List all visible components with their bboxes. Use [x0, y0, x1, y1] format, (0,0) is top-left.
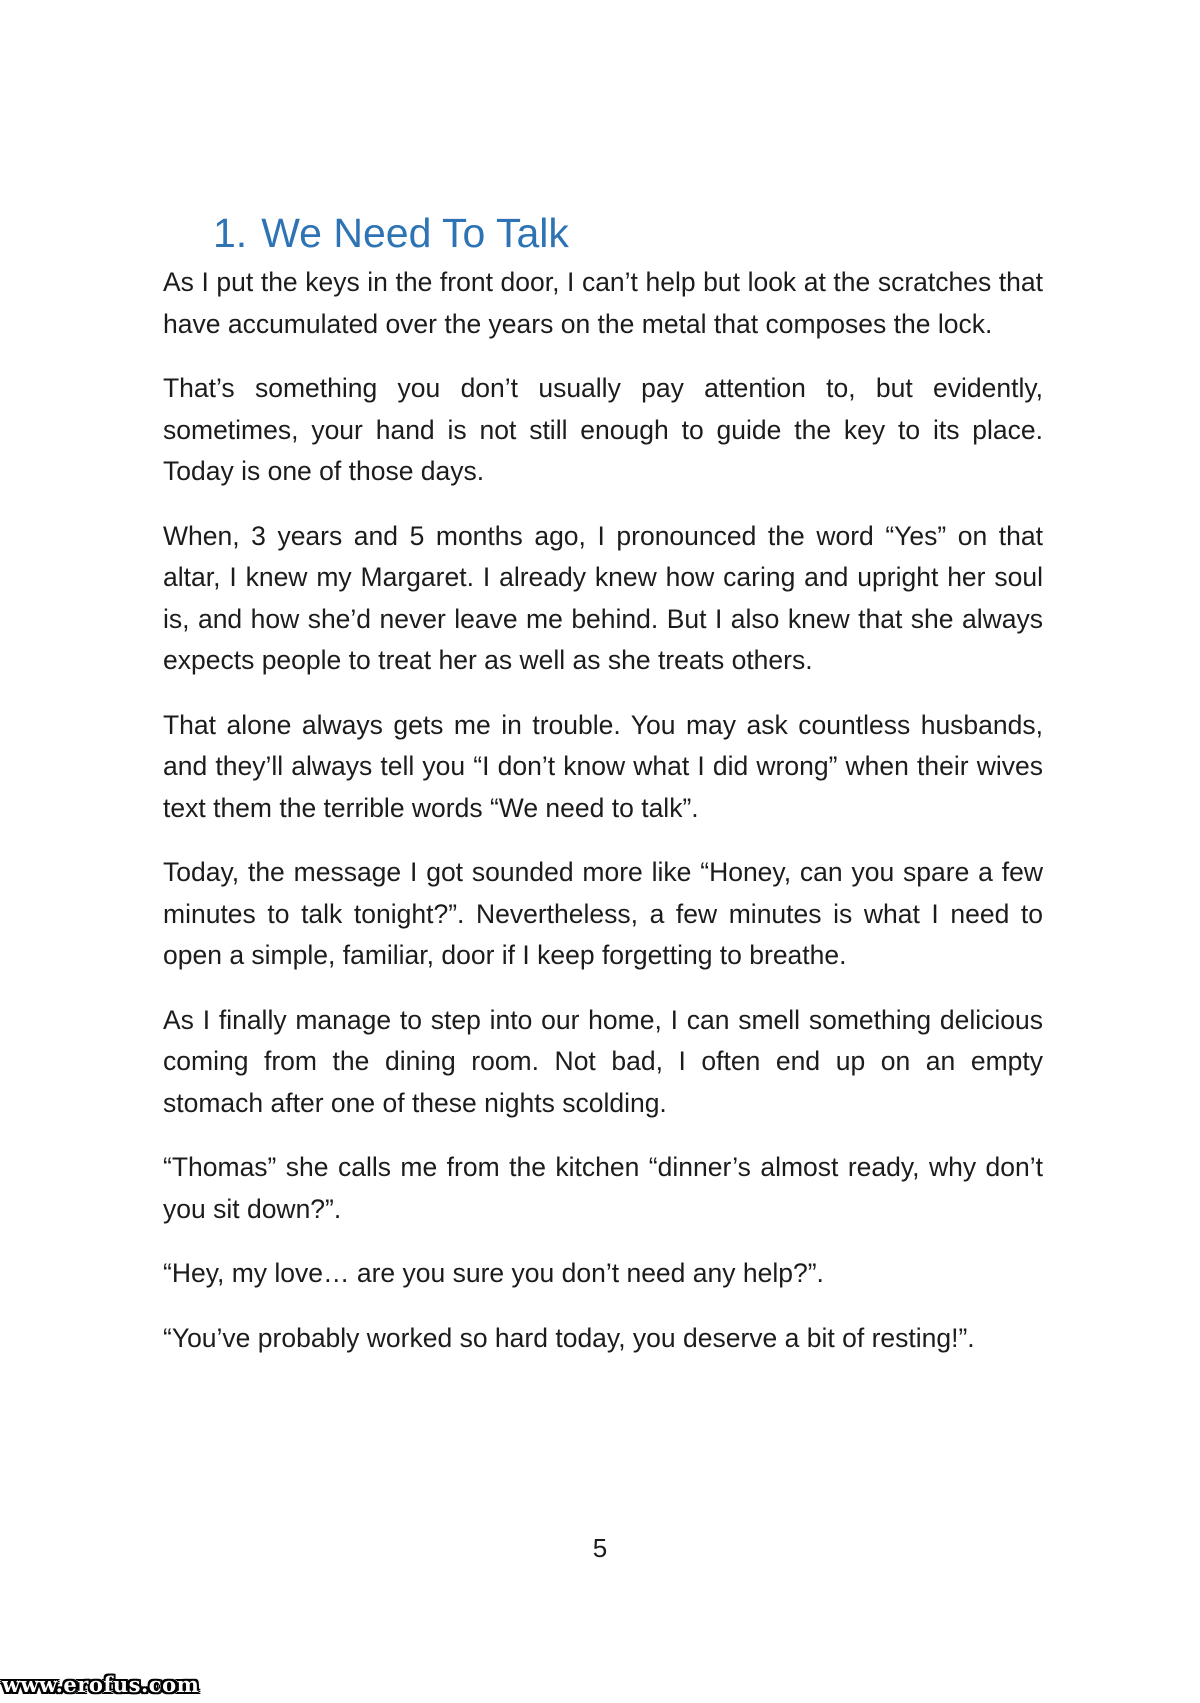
- paragraph: As I put the keys in the front door, I can’t help but look at the scratches that have accumulated over the years on the metal that composes the lock.: [163, 267, 1043, 339]
- page-number: 5: [592, 1533, 608, 1563]
- paragraph: “Thomas” she calls me from the kitchen “dinner’s almost ready, why don’t you sit down?”.: [163, 1152, 1043, 1224]
- body-text: [163, 262, 1043, 1382]
- chapter-number: 1.: [213, 210, 248, 256]
- paragraph: That alone always gets me in trouble. You may ask countless husbands, and they’ll always tell you “I don’t know what I did wrong” when their wives text them the terrible words “We need to talk”.: [163, 709, 1043, 823]
- chapter-title-text: We Need To Talk: [261, 210, 569, 256]
- paragraph: When, 3 years and 5 months ago, I pronounced the word “Yes” on that altar, I knew my Margaret. I already knew how caring and upright her soul is, and how she’d never leave me behind. But I also knew that she always expects people to treat her as well as she treats others.: [163, 520, 1043, 675]
- paragraph: Today, the message I got sounded more like “Honey, can you spare a few minutes to talk tonight?”. Nevertheless, a few minutes is what I need to open a simple, familiar, door if I keep forgetting to breathe.: [163, 857, 1043, 970]
- paragraph: That’s something you don’t usually pay attention to, but evidently, sometimes, your hand is not still enough to guide the key to its place. Today is one of those days.: [163, 373, 1043, 486]
- paragraph: As I finally manage to step into our home, I can smell something delicious coming from the dining room. Not bad, I often end up on an empty stomach after one of these nights scolding.: [163, 1004, 1043, 1118]
- watermark: www.erofus.com: [2, 1672, 200, 1697]
- paragraph: “You’ve probably worked so hard today, you deserve a bit of resting!”.: [163, 1322, 975, 1353]
- paragraph: “Hey, my love… are you sure you don’t need any help?”.: [163, 1258, 824, 1288]
- chapter-title: [213, 208, 569, 258]
